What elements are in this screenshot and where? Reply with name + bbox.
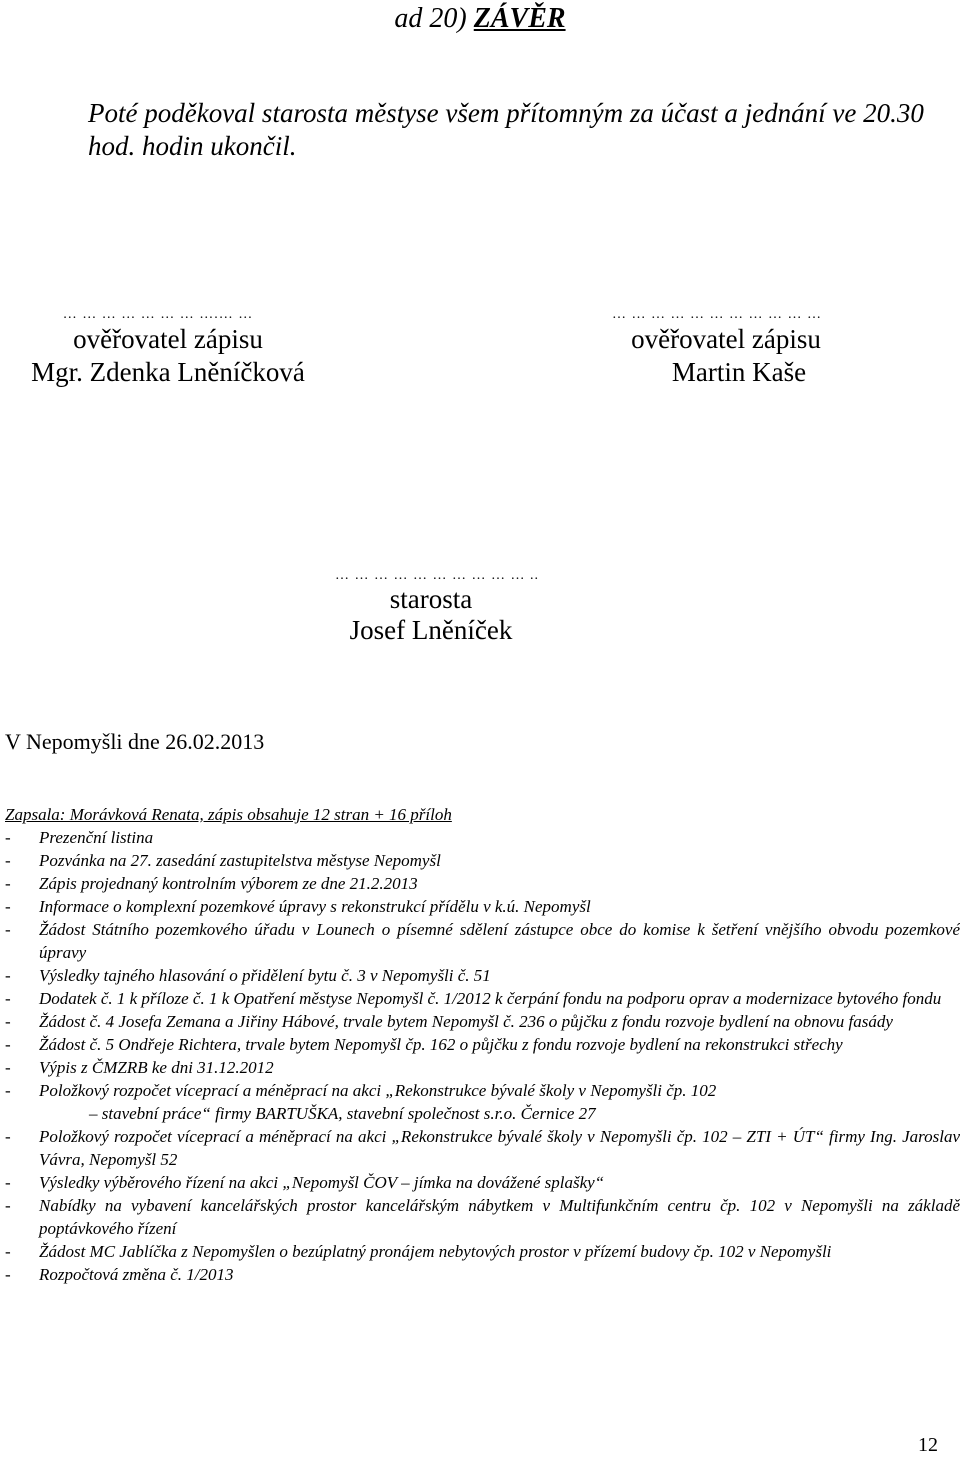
signature-role-center: starosta	[389, 584, 473, 614]
list-item	[5, 1240, 960, 1263]
list-item	[5, 849, 960, 872]
list-dash: -	[5, 1058, 11, 1077]
list-item-text: Informace o komplexní pozemkové úpravy s rekonstrukcí přídělu v k.ú. Nepomyšl	[39, 897, 591, 916]
attachments-intro: Zapsala: Morávková Renata, zápis obsahuje 12 stran + 16 příloh	[5, 805, 452, 824]
signature-role-right: ověřovatel zápisu	[631, 324, 821, 354]
list-dash: -	[5, 828, 11, 847]
list-item-text: Položkový rozpočet víceprací a méněprací na akci „Rekonstrukce bývalé školy v Nepomyšli čp. 102 – ZTI + ÚT“ firmy Ing. Jaroslav Vávra, Nepomyšl 52	[39, 1127, 960, 1169]
list-item-text: Žádost č. 5 Ondřeje Richtera, trvale bytem Nepomyšl čp. 162 o půjčku z fondu rozvoje bydlení na rekonstrukci střechy	[39, 1035, 843, 1054]
signature-name-right: Martin Kaše	[671, 357, 807, 387]
attachments-list	[5, 803, 960, 1286]
list-item-text: Výsledky tajného hlasování o přidělení bytu č. 3 v Nepomyšli č. 51	[39, 966, 491, 985]
place-and-date: V Nepomyšli dne 26.02.2013	[5, 729, 265, 754]
list-item	[5, 1010, 960, 1033]
list-item	[5, 964, 960, 987]
list-item-text: Žádost MC Jablíčka z Nepomyšlen o bezúplatný pronájem nebytových prostor v přízemí budovy čp. 102 v Nepomyšli	[39, 1242, 832, 1261]
signature-line-right: … … … … … … … … … … …	[612, 307, 822, 322]
list-dash: -	[5, 1242, 11, 1261]
list-dash: -	[5, 851, 11, 870]
list-dash: -	[5, 989, 11, 1008]
list-item-text: Rozpočtová změna č. 1/2013	[39, 1265, 234, 1284]
heading-title: ZÁVĚR	[473, 3, 566, 34]
list-item-continuation	[5, 1102, 960, 1125]
list-item-text: Prezenční listina	[39, 828, 154, 847]
list-item	[5, 1033, 960, 1056]
list-item	[5, 1171, 960, 1194]
list-item	[5, 1079, 960, 1102]
list-item-text: Nabídky na vybavení kancelářských prostor kancelářským nábytkem v Multifunkčním centru čp. 102 v Nepomyšli na základě poptávkového řízení	[39, 1196, 960, 1238]
signature-role-left: ověřovatel zápisu	[73, 324, 263, 354]
list-dash: -	[5, 1012, 11, 1031]
list-dash: -	[5, 920, 11, 939]
page-number: 12	[918, 1434, 938, 1456]
list-item-text: Žádost č. 4 Josefa Zemana a Jiřiny Hábové, trvale bytem Nepomyšl č. 236 o půjčku z fondu rozvoje bydlení na obnovu fasády	[39, 1012, 893, 1031]
list-dash: -	[5, 897, 11, 916]
list-item-text: Zápis projednaný kontrolním výborem ze dne 21.2.2013	[39, 874, 418, 893]
list-item	[5, 872, 960, 895]
heading-prefix: ad 20)	[394, 3, 474, 34]
list-dash: -	[5, 1265, 11, 1284]
closing-text: Poté poděkoval starosta městyse všem přítomným za účast a jednání ve 20.30 hod. hodin ukončil.	[88, 98, 924, 161]
list-item-text: Dodatek č. 1 k příloze č. 1 k Opatření městyse Nepomyšl č. 1/2012 k čerpání fondu na podporu oprav a modernizace bytového fondu	[39, 989, 942, 1008]
signature-line-left: … … … … … … … ….… …	[62, 307, 254, 322]
list-item	[5, 987, 960, 1010]
list-dash: -	[5, 1196, 11, 1215]
list-item	[5, 895, 960, 918]
list-item	[5, 1056, 960, 1079]
list-dash: -	[5, 1035, 11, 1054]
list-item	[5, 1125, 960, 1171]
signature-name-center: Josef Lněníček	[349, 615, 513, 645]
list-item-continuation-text: – stavební práce“ firmy BARTUŠKA, stavební společnost s.r.o. Černice 27	[89, 1104, 596, 1123]
list-item-text: Žádost Státního pozemkového úřadu v Lounech o písemné sdělení zástupce obce do komise k šetření vnějšího obvodu pozemkové úpravy	[39, 920, 960, 962]
signature-name-left: Mgr. Zdenka Lněníčková	[31, 357, 305, 387]
list-dash: -	[5, 874, 11, 893]
list-item	[5, 1194, 960, 1240]
list-dash: -	[5, 1081, 11, 1100]
list-item-text: Položkový rozpočet víceprací a méněprací na akci „Rekonstrukce bývalé školy v Nepomyšli čp. 102	[39, 1081, 717, 1100]
list-dash: -	[5, 966, 11, 985]
section-heading	[0, 2, 960, 36]
list-item-text: Výpis z ČMZRB ke dni 31.12.2012	[39, 1058, 274, 1077]
list-item	[5, 918, 960, 964]
list-dash: -	[5, 1173, 11, 1192]
list-item	[5, 1263, 960, 1286]
list-item-text: Výsledky výběrového řízení na akci „Nepomyšl ČOV – jímka na dovážené splašky“	[39, 1173, 605, 1192]
signature-line-center: … … … … … … … … … … ..	[335, 568, 539, 583]
list-item	[5, 826, 960, 849]
list-item-text: Pozvánka na 27. zasedání zastupitelstva městyse Nepomyšl	[39, 851, 441, 870]
list-dash: -	[5, 1127, 11, 1146]
